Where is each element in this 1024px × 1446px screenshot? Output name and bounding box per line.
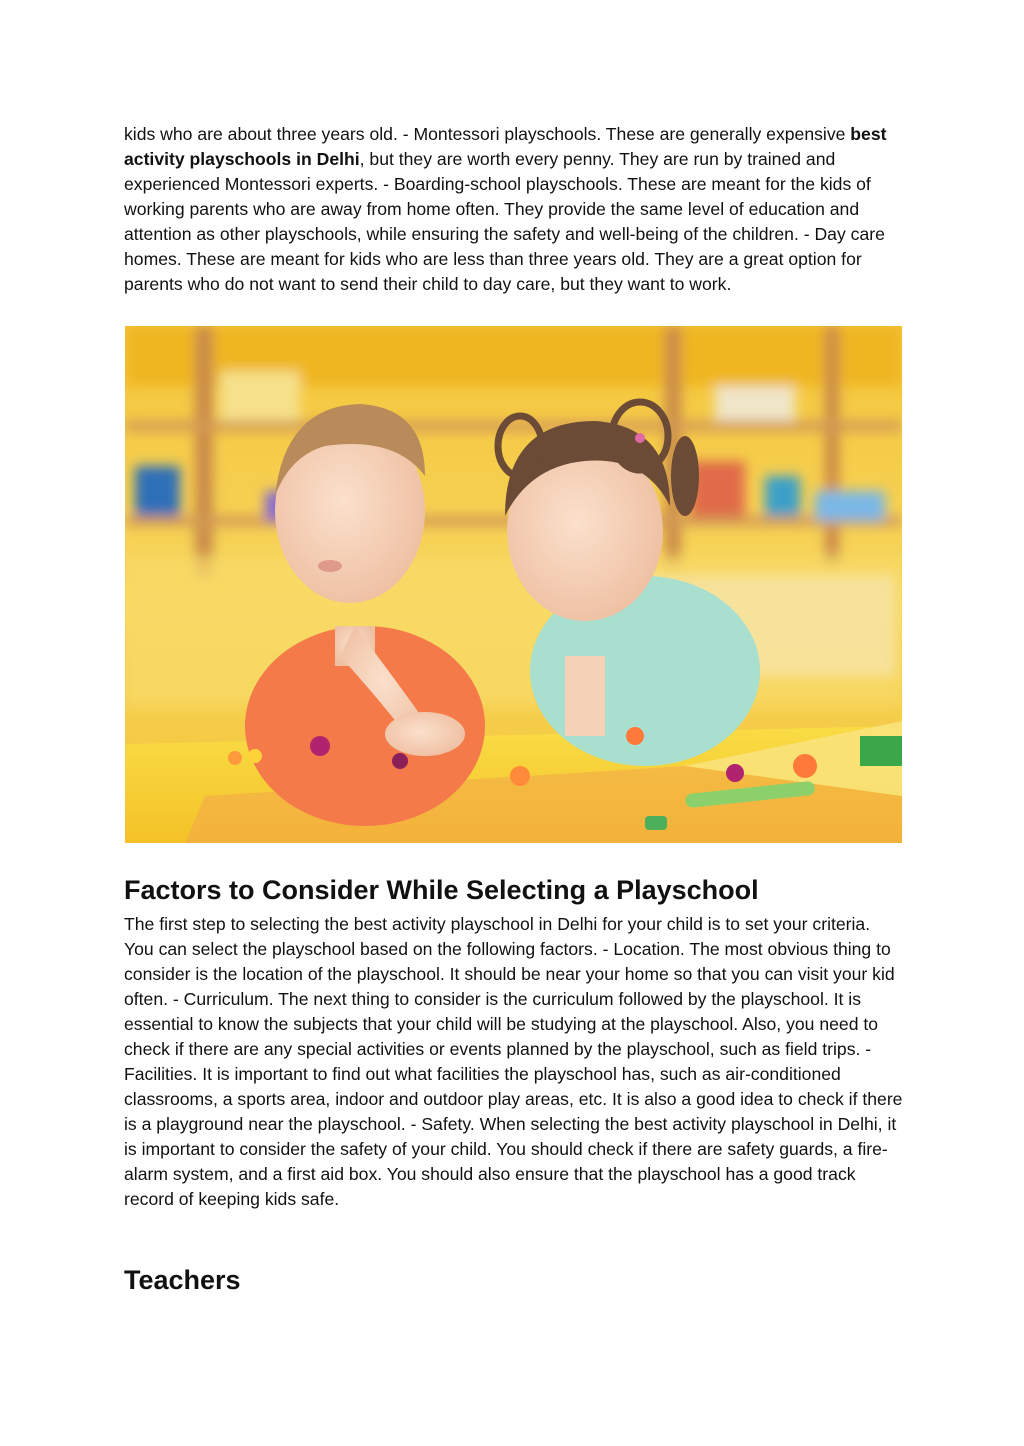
intro-text-start: kids who are about three years old. - Montessori playschools. These are generally expensive [124,124,851,144]
intro-bold-keyword: best activity playschools in Delhi [124,124,887,169]
intro-text-end: , but they are worth every penny. They are run by trained and experienced Montessori experts. - Boarding-school playschools. These are meant for the kids of working parents who are away from home often. They provide the same level of education and attention as other playschools, while ensuring the safety and well-being of the children. - Day care homes. These are meant for kids who are less than three years old. They are a great option for parents who do not want to send their child to day care, but they want to work. [124,149,885,294]
kids-playing-photo [125,326,902,843]
section-heading-teachers: Teachers [124,1265,241,1295]
factors-paragraph: The first step to selecting the best activity playschool in Delhi for your child is to set your criteria. You can select the playschool based on the following factors. - Location. The most obvious thing to consider is the location of the playschool. It should be near your home so that you can visit your kid often. - Curriculum. The next thing to consider is the curriculum followed by the playschool. It is essential to know the subjects that your child will be studying at the playschool. Also, you need to check if there are any special activities or events planned by the playschool, such as field trips. - Facilities. It is important to find out what facilities the playschool has, such as air-conditioned classrooms, a sports area, indoor and outdoor play areas, etc. It is also a good idea to check if there is a playground near the playschool. - Safety. When selecting the best activity playschool in Delhi, it is important to consider the safety of your child. You should check if there are safety guards, a fire-alarm system, and a first aid box. You should also ensure that the playschool has a good track record of keeping kids safe. [124,914,903,1209]
intro-paragraph [124,122,904,297]
section-heading-factors: Factors to Consider While Selecting a Playschool [124,875,759,905]
